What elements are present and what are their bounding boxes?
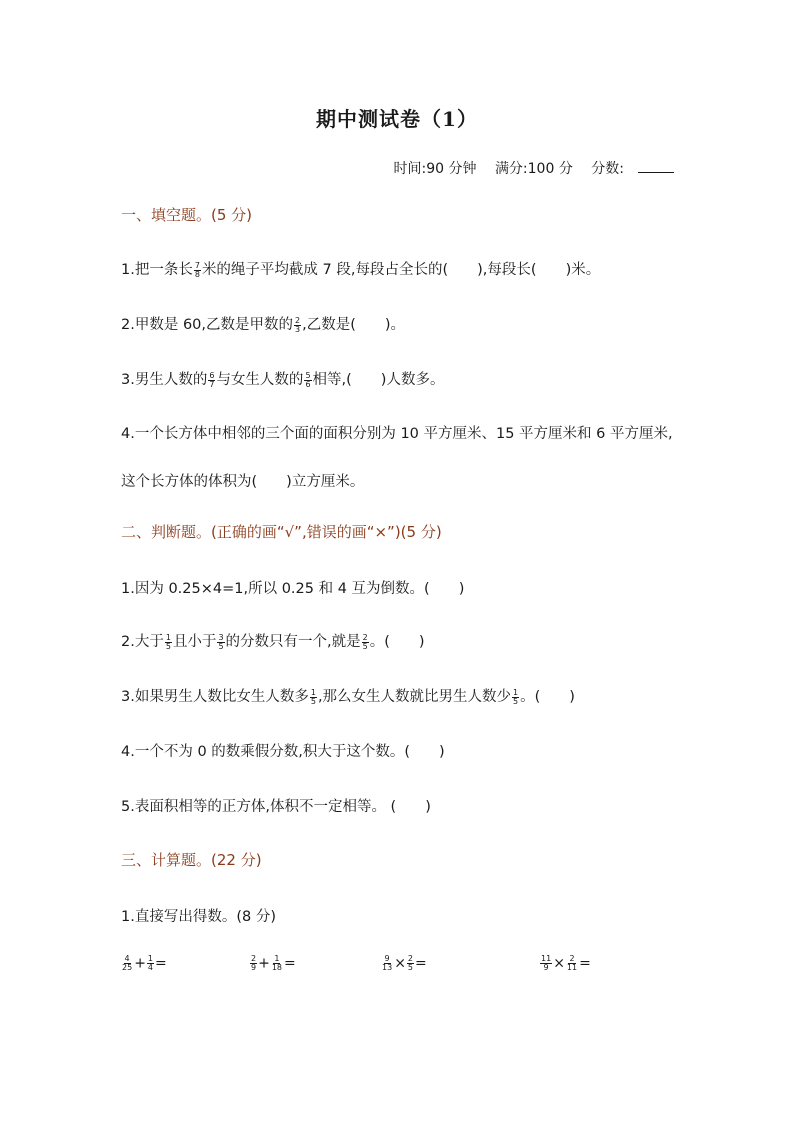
calc-item — [249, 955, 296, 972]
question-2-2 — [121, 630, 425, 651]
numerator: 7 — [194, 260, 200, 270]
fraction — [217, 634, 224, 651]
numerator: 4 — [124, 954, 130, 963]
calc-item — [120, 955, 167, 972]
question-text: 米的绳子平均截成 7 段,每段占全长的( ),每段长( )米。 — [201, 262, 601, 278]
denominator: 4 — [147, 963, 154, 972]
score-label: 分数: — [591, 161, 624, 177]
question-text: 。( ) — [520, 689, 575, 705]
numerator: 1 — [165, 632, 171, 642]
denominator: 3 — [295, 324, 301, 334]
question-text: 与女生人数的 — [216, 372, 304, 388]
numerator: 1 — [147, 954, 154, 963]
calc-item — [539, 955, 591, 972]
fraction — [271, 955, 283, 972]
question-text: 3.男生人数的 — [121, 372, 208, 388]
operator: + — [134, 955, 146, 972]
question-2-3 — [121, 685, 575, 706]
full-score: 满分:100 分 — [494, 161, 573, 177]
denominator: 5 — [362, 641, 368, 651]
question-text: 的分数只有一个,就是 — [225, 634, 361, 650]
denominator: 25 — [122, 963, 133, 972]
question-text: 1.把一条长 — [121, 262, 193, 278]
fraction — [362, 634, 369, 651]
section-judge-heading: 二、判断题。(正确的画“√”,错误的画“×”)(5 分) — [121, 523, 442, 541]
fraction — [194, 262, 201, 279]
question-2-4: 4.一个不为 0 的数乘假分数,积大于这个数。( ) — [121, 744, 445, 760]
question-1-3 — [121, 368, 444, 389]
question-text: ,乙数是( )。 — [302, 317, 406, 333]
equals-sign: = — [415, 955, 427, 972]
numerator: 9 — [384, 954, 390, 963]
section-fill-blank-heading: 一、填空题。(5 分) — [121, 206, 253, 224]
numerator: 2 — [295, 315, 301, 325]
question-2-5: 5.表面积相等的正方体,体积不一定相等。 ( ) — [121, 799, 431, 815]
fraction — [566, 955, 578, 972]
question-1-2 — [121, 313, 405, 334]
score-blank — [638, 158, 674, 173]
operator: × — [394, 955, 406, 972]
fraction — [208, 372, 215, 389]
question-text: 。( ) — [369, 634, 425, 650]
question-1-1 — [121, 258, 600, 279]
numerator: 6 — [209, 370, 215, 380]
equals-sign: = — [284, 955, 296, 972]
fraction — [250, 955, 257, 972]
numerator: 5 — [305, 370, 311, 380]
numerator: 2 — [362, 632, 368, 642]
question-text: 相等,( )人数多。 — [312, 372, 445, 388]
numerator: 3 — [218, 632, 224, 642]
numerator: 11 — [541, 954, 552, 963]
denominator: 9 — [543, 963, 549, 972]
fraction — [407, 955, 414, 972]
denominator: 18 — [271, 963, 283, 972]
numerator: 2 — [407, 954, 414, 963]
page-title: 期中测试卷（1） — [316, 107, 478, 131]
question-1-4: 4.一个长方体中相邻的三个面的面积分别为 10 平方厘米、15 平方厘米和 6 平方厘米,这个长方体的体积为( )立方厘米。 — [121, 426, 673, 490]
question-text: 2.甲数是 60,乙数是甲数的 — [121, 317, 294, 333]
numerator: 2 — [569, 954, 575, 963]
denominator: 8 — [194, 269, 200, 279]
fraction — [147, 955, 154, 972]
question-text: 且小于 — [172, 634, 217, 650]
question-text: 2.大于 — [121, 634, 164, 650]
numerator: 1 — [513, 687, 519, 697]
denominator: 5 — [165, 641, 171, 651]
numerator: 2 — [251, 954, 257, 963]
numerator: 1 — [310, 687, 316, 697]
denominator: 9 — [251, 963, 257, 972]
operator: + — [258, 955, 270, 972]
fraction — [310, 689, 317, 706]
question-text: 3.如果男生人数比女生人数多 — [121, 689, 309, 705]
numerator: 1 — [274, 954, 280, 963]
fraction — [165, 634, 172, 651]
question-3-1: 1.直接写出得数。(8 分) — [121, 909, 276, 925]
denominator: 5 — [513, 696, 519, 706]
exam-meta — [380, 158, 675, 178]
denominator: 5 — [310, 696, 316, 706]
fraction — [121, 955, 133, 972]
calc-item — [380, 955, 427, 972]
time-limit: 时间:90 分钟 — [393, 161, 477, 177]
denominator: 7 — [209, 379, 215, 389]
equals-sign: = — [155, 955, 167, 972]
score-field — [591, 161, 674, 177]
fraction — [294, 317, 301, 334]
operator: × — [553, 955, 565, 972]
fraction — [381, 955, 393, 972]
denominator: 5 — [407, 963, 414, 972]
fraction — [304, 372, 311, 389]
fraction — [512, 689, 519, 706]
denominator: 5 — [218, 641, 224, 651]
question-text: ,那么女生人数就比男生人数少 — [317, 689, 512, 705]
question-2-1: 1.因为 0.25×4=1,所以 0.25 和 4 互为倒数。( ) — [121, 581, 465, 597]
section-calc-heading: 三、计算题。(22 分) — [121, 851, 262, 869]
equals-sign: = — [579, 955, 591, 972]
fraction — [540, 955, 552, 972]
denominator: 11 — [566, 963, 578, 972]
denominator: 6 — [305, 379, 311, 389]
denominator: 13 — [382, 963, 393, 972]
